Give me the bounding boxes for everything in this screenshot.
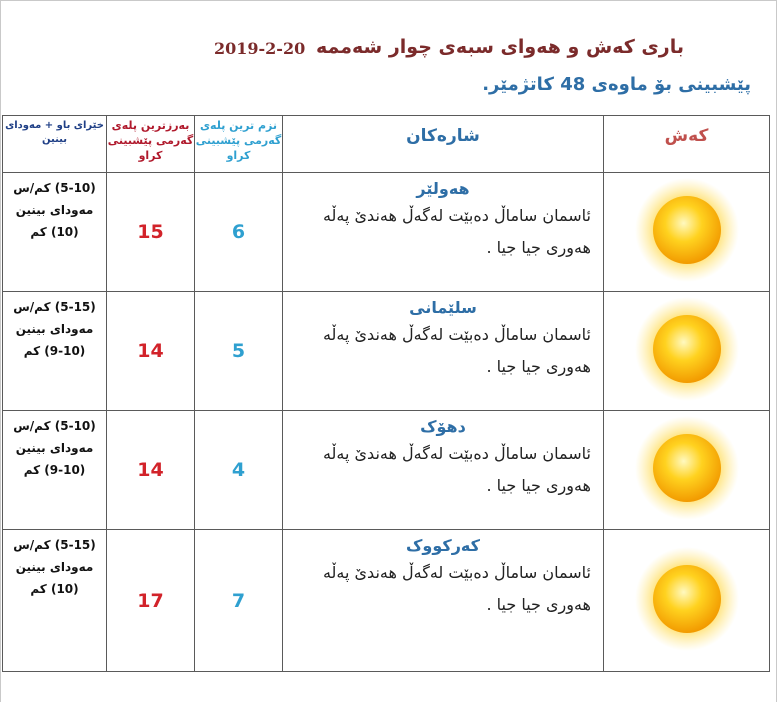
wind-cell <box>3 173 107 292</box>
sun-icon <box>632 544 742 654</box>
weather-icon-cell <box>604 173 770 292</box>
wind-speed: (5-15) کم/س <box>13 538 96 552</box>
wind-cell <box>3 292 107 411</box>
city-name: سلێمانی <box>409 298 477 317</box>
visibility-label: مەودای بینین <box>15 560 94 574</box>
wind-cell <box>3 411 107 530</box>
wind-speed: (5-15) کم/س <box>13 300 96 314</box>
min-temp: 7 <box>195 530 283 672</box>
max-temp: 14 <box>107 292 195 411</box>
header-weather: کەش <box>604 116 770 173</box>
wind-speed: (5-10) کم/س <box>13 419 96 433</box>
city-cell <box>283 411 604 530</box>
min-temp: 4 <box>195 411 283 530</box>
weather-description: ئاسمان ساماڵ دەبێت لەگەڵ هەندێ پەڵە هەوری جیا جیا . <box>322 563 591 614</box>
header-wind-visibility: خێرای باو + مەودای بینین <box>3 116 107 173</box>
city-cell <box>283 173 604 292</box>
forecast-table <box>2 115 770 672</box>
visibility-value: (10) کم <box>30 225 79 239</box>
wind-speed: (5-10) کم/س <box>13 181 96 195</box>
sun-icon <box>632 175 742 285</box>
city-cell <box>283 292 604 411</box>
forecast-date: 2019-2-20 <box>214 39 306 58</box>
city-name: هەولێر <box>416 179 470 198</box>
visibility-value: (9-10) کم <box>23 344 86 358</box>
weather-description: ئاسمان ساماڵ دەبێت لەگەڵ هەندێ پەڵە هەوری جیا جیا . <box>322 206 591 257</box>
visibility-label: مەودای بینین <box>15 322 94 336</box>
max-temp: 14 <box>107 411 195 530</box>
wind-cell <box>3 530 107 672</box>
weather-description: ئاسمان ساماڵ دەبێت لەگەڵ هەندێ پەڵە هەوری جیا جیا . <box>322 325 591 376</box>
visibility-label: مەودای بینین <box>15 203 94 217</box>
visibility-value: (10) کم <box>30 582 79 596</box>
visibility-value: (9-10) کم <box>23 463 86 477</box>
header-max-temp: بەرزترین پلەی گەرمی پێشبینی کراو <box>107 116 195 173</box>
city-name: دهۆک <box>420 417 466 436</box>
weather-description: ئاسمان ساماڵ دەبێت لەگەڵ هەندێ پەڵە هەوری جیا جیا . <box>322 444 591 495</box>
max-temp: 15 <box>107 173 195 292</box>
page-title: باری کەش و هەوای سبەی چوار شەممە <box>316 36 685 58</box>
weather-icon-cell <box>604 292 770 411</box>
table-row <box>3 292 770 411</box>
header-cities: شارەکان <box>283 116 604 173</box>
table-row <box>3 173 770 292</box>
table-header-row <box>3 116 770 173</box>
min-temp: 6 <box>195 173 283 292</box>
table-row <box>3 411 770 530</box>
max-temp: 17 <box>107 530 195 672</box>
title-line <box>0 34 777 64</box>
min-temp: 5 <box>195 292 283 411</box>
weather-icon-cell <box>604 411 770 530</box>
header-min-temp: نزم ترین پلەی گەرمی پێشبینی کراو <box>195 116 283 173</box>
forecast-period-subtitle: پێشبینی بۆ ماوەی 48 کاتژمێر. <box>482 74 751 95</box>
visibility-label: مەودای بینین <box>15 441 94 455</box>
sun-icon <box>632 294 742 404</box>
table-row <box>3 530 770 672</box>
weather-icon-cell <box>604 530 770 672</box>
sun-icon <box>632 413 742 523</box>
city-cell <box>283 530 604 672</box>
city-name: کەرکووک <box>406 536 480 555</box>
